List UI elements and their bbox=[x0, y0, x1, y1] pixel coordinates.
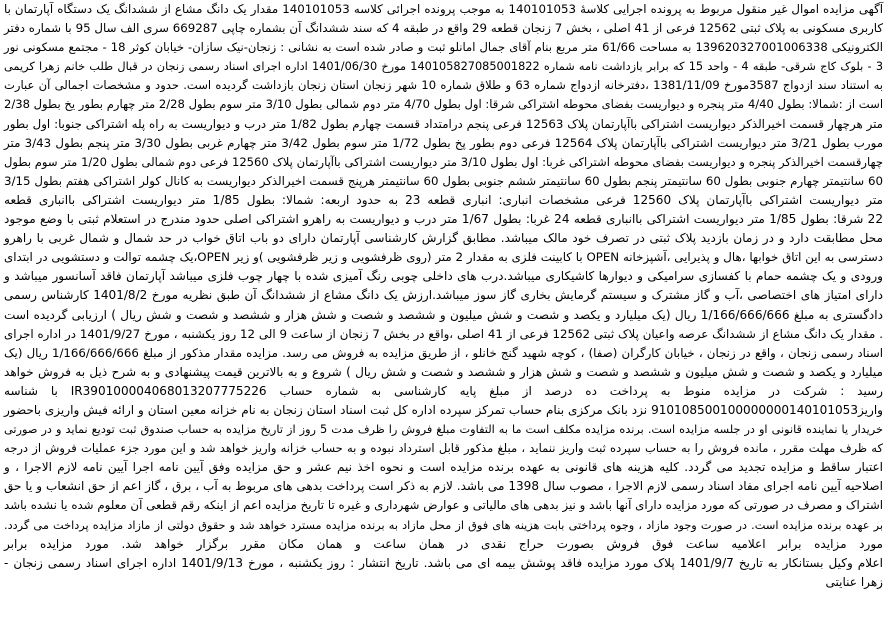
notice-text-line: خریدار یا نماینده قانونی او در جلسه مزایده است. برنده مزایده مکلف است ما به التفاوت مبلغ فروش را ظرف مدت 5 روز از تاریخ مزایده به حساب صندوق ثبت تودیع نماید و در صورتی bbox=[4, 423, 883, 437]
notice-text-line: ورودی و یک چشمه حمام با کفسازی سرامیکی و دیوارها کاشیکاری میباشد.درب های داخلی چوبی رنگ آمیزی شده با چهار چوب فلزی میباشد آپارتمان فاقد آسانسور میباشد و bbox=[4, 269, 883, 284]
notice-text-line: اشتراک و مصرف در صورتی که مورد مزایده دارای آنها باشد و نیز بدهی های مالیاتی و عوارض شهرداری و غیره تا تاریخ مزایده اعم از اینکه رقم قطعی آن معلوم شده یا نشده باشد bbox=[4, 498, 883, 513]
notice-text-line: 3 - بلوک کاج شرقی- طبقه 4 - واحد 15 که برابر بازداشت نامه شماره 140105827085001822 مورخ 1401/06/30 اداره اجرای اسناد رسمی زنجان در قبال طلب خانم زهرا کریمی bbox=[4, 60, 883, 74]
notice-text-line: رسید : شرکت در مزایده منوط به پرداخت ده درصد از مبلغ پایه کارشناسی به شماره حساب IR390100004068013207775226 با شناسه bbox=[4, 383, 883, 398]
notice-text-line: محل مطابقت دارد و در زمان بازدید پلاک ثبتی در تصرف خود مالک میباشد. مطابق گزارش کارشناسی آپارتمان دارای دو باب اتاق خواب در حد شمال و شمال غربی با راهرو bbox=[4, 231, 883, 246]
notice-text-line: که ظرف مهلت مقرر ، مانده فروش را به حساب سپرده ثبت واریز ننماید ، مبلغ مذکور قابل استرداد نبوده و به حساب خزانه واریز خواهد شد و این مورد جزء عملیات فروش از درجه bbox=[4, 441, 883, 456]
notice-text-line: اصلاحیه آیین نامه اجرای مفاد اسناد رسمی لازم الاجرا ، مصوب سال 1398 می باشد. لازم به ذکر است پرداخت بدهی های مربوط به آب ، برق ، گاز اعم از حق انشعاب و یا حق bbox=[4, 479, 883, 494]
notice-text-line: دادگستری به مبلغ 1/166/666/666 ریال (یک میلیارد و یکصد و شصت و شش میلیون و ششصد و شصت و شش هزار و ششصد و شصت و شش ریال ) ارزیابی گردیده است bbox=[4, 307, 883, 322]
notice-text-line: مورد مزایده برابر اعلامیه ساعت فوق فروش بصورت حراج نقدی در همان ساعت و همان مکان مقرر برگزار خواهد شد. مورد مزایده برابر bbox=[4, 536, 883, 551]
notice-text-line: چهارقسمت اخیرالذکر پنجره و دیواریست بفضای محوطه اشتراکی غربا: اول بطول 3/10 متر دیواریست اشتراکی باآپارتمان پلاک 12560 فرعی دوم شمالی بطول 1/20 متر سوم بطول bbox=[4, 154, 883, 169]
notice-text-line: . مقدار یک دانگ مشاع از ششدانگ عرصه واعیان پلاک ثبتی 12562 فرعی از 41 اصلی ،واقع در بخش 7 زنجان از ساعت 9 الی 12 روز یکشنبه ، مورخ 1401/9/27 در اداره اجرای bbox=[4, 326, 883, 341]
notice-text-line: مورب بطول 3/21 متر دیواریست اشتراکی باآپارتمان پلاک 12564 فرعی دوم بطور پخ بطول 1/72 متر سوم بطول 3/42 متر چهارم غربی بطول 3/30 متر پنجم بطول 3/43 متر bbox=[4, 135, 884, 150]
notice-text-line: اسناد رسمی زنجان ، واقع در زنجان ، خیابان کارگران (صفا) ، کوچه شهید گنج خانلو ، از طریق مزایده به فروش می رسد. مزایده مقدار مذکور از مبلغ 1/166/666/666 ریال (یک bbox=[4, 345, 883, 360]
notice-text-line: الکترونیکی 139620327001006338 به مساحت 61/66 متر مربع بنام آقای جمال امانلو ثبت و صادر شده است به نشانی : زنجان-نیک سازان- خیابان کوثر 18 - مجتمع مسکونی نور bbox=[4, 40, 883, 55]
notice-text-line: است از :شمالا: بطول 4/40 متر پنجره و دیواریست بفضای محوطه اشتراکی شرقا: اول بطول 4/70 متر دوم شمالی بطول 3/10 متر سوم بطول 2/28 متر چهارم بطور یخ بطول 2/38 bbox=[4, 97, 884, 112]
notice-text-line: اعتبار ساقط و مزایده تجدید می گردد. کلیه هزینه های قانونی به عهده برنده مزایده است و نحوه اخذ نیم عشر و حق مزایده وفق آیین نامه اجرا آیین نامه لازم الاجرا ، و bbox=[4, 460, 883, 475]
notice-text-line: دسترسی به این اتاق خوابها ،هال و پذیرایی ،آشپزخانه OPEN با کابینت فلزی به مقدار 2 متر (روی ظرفشویی و زیر ظرفشویی )و زیر OPEN،یک چشمه توالت و دستشویی در ابتدای bbox=[4, 250, 883, 265]
notice-text-line: متر هرچهار قسمت اخیرالذکر دیواریست اشتراکی باآپارتمان پلاک 12563 فرعی پنجم درامتداد قسمت چهارم بطول 1/82 متر درب و دیواریست به راه پله اشتراکی جنوبا: اول بطور bbox=[4, 116, 883, 131]
notice-text-line: بر عهده برنده مزایده است. در صورت وجود مازاد ، وجوه پرداختی بابت هزینه های فوق از محل مازاد به برنده مزایده مسترد خواهد شد و حقوق دولتی از مازاد مزایده پرداخت می گردد. bbox=[4, 518, 883, 532]
notice-text-line: 22 شرقا: بطول 1/85 متر دیواریست اشتراکی باانباری قطعه 24 غربا: بطول 1/67 متر درب و دیواریست به راهرو اشتراکی اصلی حدود مندرج در استعلام ثبتی با وضع موجود bbox=[4, 212, 883, 227]
notice-text-line: متر دیواریست اشتراکی باآپارتمان پلاک 12560 فرعی مشخصات انباری: انباری قطعه 23 به حدود اربعه: شمالا: بطول 1/85 متر دیواریست اشتراکی باانباری قطعه bbox=[4, 192, 883, 207]
notice-text-line: آگهی مزایده اموال غیر منقول مربوط به پرونده اجرایی کلاسهٔ 140101053 به موجب پرونده اجرائی کلاسه 140101053 مقدار یک دانگ مشاع از ششدانگ یک دستگاه آپارتمان با bbox=[4, 2, 883, 16]
notice-text-line: 60 سانتیمتر چهارم جنوبی بطول 60 سانتیمتر پنجم بطول 60 سانتیمتر ششم جنوبی بطول 60 سانتیمتر هرپنج قسمت اخیرالذکر دیواریست به کانال کولر اشتراکی هفتم بطول 3/15 bbox=[4, 173, 883, 188]
notice-text-line: واریز910108500100000000140101053 نزد بانک مرکزی بنام حساب تمرکز سپرده اداره کل ثبت اسناد استان زنجان به نام خزانه معین استان و ارائه فیش واریزی باحضور bbox=[4, 402, 883, 417]
notice-text-line: به استناد سند ازدواج 3587مورخ 1381/11/09 ،دفترخانه ازدواج شماره 63 و طلاق شماره 10 شهر زنجان استان زنجان بازداشت گردیده است. حدود و مشخصات اجمالی آن عبارت bbox=[4, 78, 883, 93]
notice-text-line: کاربری مسکونی به پلاک ثبتی 12562 فرعی از 41 اصلی ، بخش 7 زنجان قطعه 29 واقع در طبقه 4 که سند ششدانگ آن بشماره چاپی 669287 سری الف سال 95 با شماره دفتر bbox=[4, 21, 884, 36]
notice-text-line: میلیارد و یکصد و شصت و شش میلیون و ششصد و شصت و شش هزار و ششصد و شصت و شش ریال ) شروع و به بالاترین قیمت پیشنهادی و به شرح ذیل به فروش خواهد bbox=[4, 364, 883, 379]
notice-text-line: زهرا عنایتی bbox=[825, 574, 883, 589]
notice-text-line: دارای امتیاز های اختصاصی ،آب و گاز مشترک و سیستم گرمایش بخاری گاز سوز میباشد.ارزش یک دانگ مشاع از ششدانگ آن طبق نظریه مورخ 1401/8/2 کارشناس رسمی bbox=[4, 288, 883, 303]
notice-text-line: اعلام وکیل بستانکار به تاریخ 1401/9/7 پلاک مورد مزایده فاقد پوشش بیمه ای می باشد. تاریخ انتشار : روز یکشنبه ، مورخ 1401/9/13 اداره اجرای اسناد رسمی زنجان - bbox=[4, 555, 883, 570]
